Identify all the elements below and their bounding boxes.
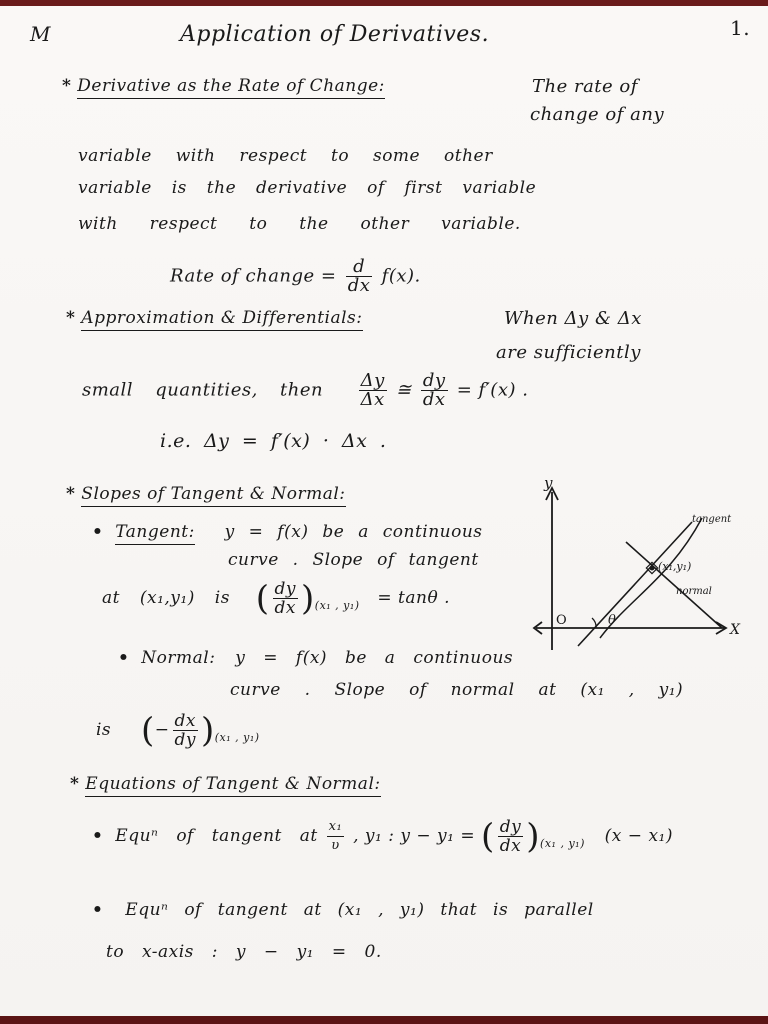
formula-rhs: f(x). [381, 265, 421, 287]
y-axis-label: y [544, 478, 553, 492]
fraction-numerator: dy [499, 817, 522, 837]
text-line: small quantities, then [82, 379, 324, 401]
text-line: curve . Slope of normal at (x₁ , y₁) [230, 680, 684, 700]
theta-arc [592, 618, 596, 628]
paren-close: ) [201, 710, 215, 751]
bullet-icon: • [118, 648, 130, 668]
theta-label: θ [608, 613, 616, 628]
bullet-icon: • [92, 826, 104, 846]
paren-close: ) [526, 816, 541, 857]
text-line: curve . Slope of tangent [228, 550, 479, 570]
fraction-denominator: dy [174, 730, 196, 750]
fraction-denominator: dx [347, 275, 371, 296]
section-heading: Approximation & Differentials: [81, 308, 362, 331]
subscript-point: (x₁ , y₁) [314, 599, 360, 612]
page-number: 1. [730, 16, 751, 40]
text-line: variable with respect to some other [78, 146, 493, 166]
bullet-icon: • [92, 522, 104, 542]
paren-open: ( [255, 578, 270, 619]
tangent-label: tangent [692, 514, 732, 525]
fraction-dy-dx [273, 580, 299, 617]
text-line: The rate of [532, 76, 638, 97]
fraction-denominator: dx [499, 836, 522, 856]
fraction-d-dx [346, 258, 373, 295]
text-line: are sufficiently [496, 342, 641, 363]
page-top-edge [0, 0, 768, 6]
fraction-x1 [327, 818, 345, 855]
fraction-denominator: Δx [360, 389, 385, 410]
section-heading: Derivative as the Rate of Change: [77, 76, 385, 99]
fraction-dy-dx [421, 372, 448, 409]
tangent-label: Tangent: [115, 522, 195, 545]
page-title: Application of Derivatives. [180, 22, 490, 47]
section-rate-of-change: * Derivative as the Rate of Change: [62, 76, 385, 96]
fraction-numerator: d [346, 258, 373, 277]
text-line: y = f(x) be a continuous [224, 522, 483, 542]
fraction-dy-dx [498, 818, 524, 855]
text-line: variable is the derivative of first variable [78, 178, 537, 198]
point-marker [650, 566, 655, 571]
paren-open: ( [140, 710, 155, 751]
fraction-numerator: dx [173, 712, 199, 731]
bullet-icon: • [92, 900, 104, 920]
text-line: y = f(x) be a continuous [235, 648, 514, 668]
text-line: at (x₁,y₁) is [102, 588, 230, 608]
text-line: When Δy & Δx [504, 308, 642, 329]
subscript-point: (x₁ , y₁) [540, 837, 585, 850]
fraction-denominator: dx [274, 598, 296, 618]
x-axis-label: X [730, 622, 740, 638]
section-equations: * Equations of Tangent & Normal: [70, 774, 381, 794]
section-heading: Equations of Tangent & Normal: [85, 774, 380, 797]
tangent-slope-formula [102, 580, 450, 617]
tangent-line-1 [92, 522, 483, 542]
page-bottom-edge [0, 1016, 768, 1024]
minus-sign: − [154, 720, 170, 740]
text-is: is [96, 720, 112, 740]
fraction-denominator: dx [422, 389, 446, 410]
fraction-denominator: υ [331, 838, 340, 853]
equation-tangent [92, 818, 673, 855]
paren-close: ) [301, 578, 315, 619]
fraction-numerator: x₁ [327, 818, 345, 837]
text-line: , y₁ : y − y₁ = [353, 826, 476, 846]
text-line: to x-axis : y − y₁ = 0. [106, 942, 382, 962]
approximation-formula [82, 372, 528, 409]
origin-label: O [556, 613, 567, 628]
formula-rhs: = f′(x) . [456, 379, 529, 401]
text-line: Equⁿ of tangent at [115, 826, 318, 846]
fraction-numerator: Δy [360, 370, 385, 391]
fraction-numerator: dy [422, 370, 446, 391]
formula-lhs: Rate of change = [170, 265, 337, 287]
tangent-normal-graph [530, 478, 762, 658]
section-heading: Slopes of Tangent & Normal: [81, 484, 345, 507]
fraction-numerator: dy [274, 579, 297, 599]
paren-open: ( [481, 816, 495, 857]
section-approximation: * Approximation & Differentials: [66, 308, 363, 328]
section-slopes: * Slopes of Tangent & Normal: [66, 484, 346, 504]
normal-line-1 [118, 648, 513, 668]
normal-label: Normal: [141, 648, 216, 668]
fraction-delta [359, 372, 387, 409]
subscript-point: (x₁ , y₁) [214, 731, 260, 744]
normal-line [626, 542, 722, 628]
text-line: Equⁿ of tangent at (x₁ , y₁) that is parallel [125, 900, 594, 920]
equation-parallel-line-1 [92, 900, 594, 920]
normal-label: normal [676, 586, 712, 597]
point-label: (x₁,y₁) [658, 560, 692, 573]
formula-rhs: = tanθ . [377, 588, 451, 608]
text-line: with respect to the other variable. [78, 214, 521, 234]
formula-rhs: (x − x₁) [604, 826, 673, 846]
fraction-dx-dy [173, 712, 199, 749]
normal-slope-formula [96, 712, 260, 749]
rate-of-change-formula [170, 258, 421, 295]
page-initial: M [30, 22, 51, 46]
ie-formula: i.e. Δy = f′(x) · Δx . [160, 430, 387, 452]
text-line: change of any [530, 104, 665, 125]
approx-symbol: ≅ [395, 379, 412, 401]
